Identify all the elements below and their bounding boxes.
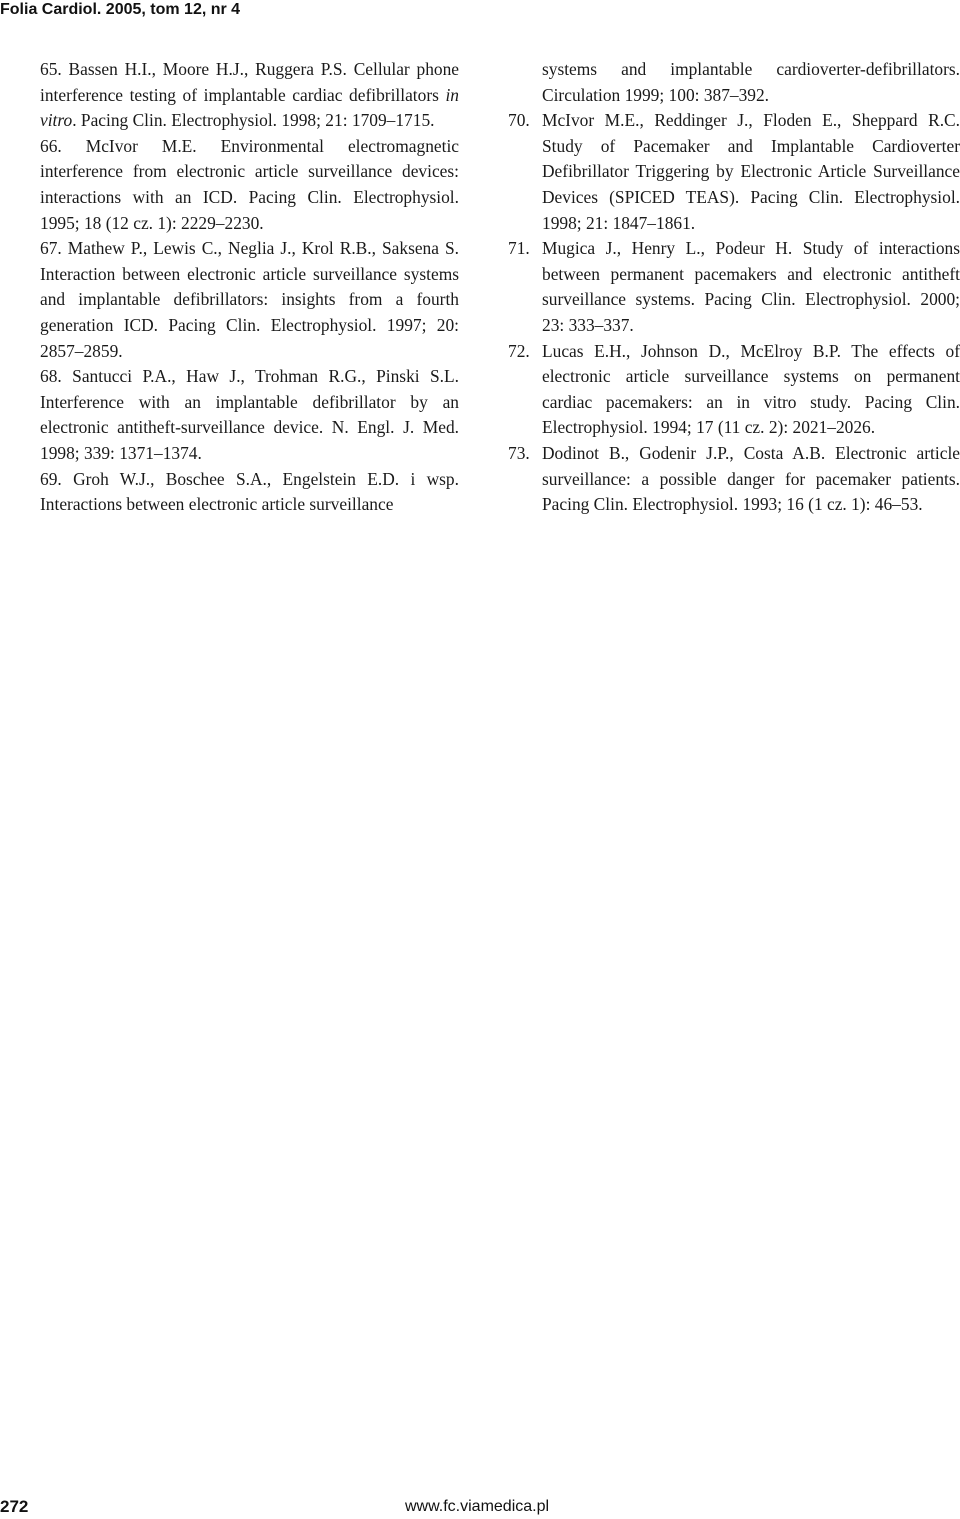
reference-number: 72. bbox=[508, 340, 530, 361]
reference-text-end: . Pacing Clin. Electrophysiol. 1998; 21: 1709–1715. bbox=[72, 110, 435, 131]
reference-number: 67. bbox=[40, 238, 62, 259]
reference-number: 66. bbox=[40, 135, 62, 156]
reference-column-right bbox=[508, 57, 960, 518]
reference-70 bbox=[508, 108, 960, 236]
reference-number: 73. bbox=[508, 442, 530, 463]
reference-text: Mathew P., Lewis C., Neglia J., Krol R.B., Saksena S. Interaction between electronic article surveillance systems and implantable defibrillators: insights from a fourth generation ICD. Pacing Clin. Electrophysiol. 1997; 20: 2857–2859. bbox=[40, 238, 459, 361]
reference-number: 68. bbox=[40, 366, 62, 387]
reference-number: 70. bbox=[508, 110, 530, 131]
journal-header: Folia Cardiol. 2005, tom 12, nr 4 bbox=[0, 1, 241, 18]
reference-number: 65. bbox=[40, 59, 62, 79]
reference-column-left bbox=[40, 57, 459, 518]
reference-67 bbox=[40, 236, 459, 364]
reference-72 bbox=[508, 339, 960, 441]
reference-text: Mugica J., Henry L., Podeur H. Study of interactions between permanent pacemakers and electronic antitheft surveillance systems. Pacing Clin. Electrophysiol. 2000; 23: 333–337. bbox=[542, 238, 960, 335]
page-number: 272 bbox=[0, 1497, 29, 1516]
reference-text: Bassen H.I., Moore H.J., Ruggera P.S. Cellular phone interference testing of implantable cardiac defibrillators bbox=[40, 59, 459, 105]
reference-text: McIvor M.E., Reddinger J., Floden E., Sheppard R.C. Study of Pacemaker and Implantable Cardioverter Defibrillator Triggering by Electronic Article Surveillance Devices (SPICED TEAS). Pacing Clin. Electrophysiol. 1998; 21: 1847–1861. bbox=[542, 110, 960, 233]
reference-73 bbox=[508, 441, 960, 518]
reference-68 bbox=[40, 364, 459, 466]
reference-number: 71. bbox=[508, 238, 530, 259]
reference-italic: in vitro bbox=[40, 84, 459, 131]
reference-69-continuation: systems and implantable cardioverter-defibrillators. Circulation 1999; 100: 387–392. bbox=[542, 59, 960, 105]
reference-text: McIvor M.E. Environmental electromagnetic interference from electronic article surveillance devices: interactions with an ICD. Pacing Clin. Electrophysiol. 1995; 18 (12 cz. 1): 2229–2230. bbox=[40, 135, 459, 233]
footer-url: www.fc.viamedica.pl bbox=[405, 1498, 550, 1515]
reference-text: Santucci P.A., Haw J., Trohman R.G., Pinski S.L. Interference with an implantable defibrillator by an electronic antitheft-surveillance device. N. Engl. J. Med. 1998; 339: 1371–1374. bbox=[40, 366, 459, 463]
reference-text: Dodinot B., Godenir J.P., Costa A.B. Electronic article surveillance: a possible danger for pacemaker patients. Pacing Clin. Electrophysiol. 1993; 16 (1 cz. 1): 46–53. bbox=[542, 442, 960, 515]
reference-71 bbox=[508, 236, 960, 338]
reference-text: Groh W.J., Boschee S.A., Engelstein E.D. i wsp. Interactions between electronic article surveillance bbox=[40, 468, 459, 515]
reference-66 bbox=[40, 134, 459, 236]
reference-text: Lucas E.H., Johnson D., McElroy B.P. The effects of electronic article surveillance systems on permanent cardiac pacemakers: an in vitro study. Pacing Clin. Electrophysiol. 1994; 17 (11 cz. 2): 2021–2026. bbox=[542, 340, 960, 438]
reference-69 bbox=[40, 467, 459, 518]
reference-number: 69. bbox=[40, 468, 62, 489]
reference-65 bbox=[40, 57, 459, 134]
